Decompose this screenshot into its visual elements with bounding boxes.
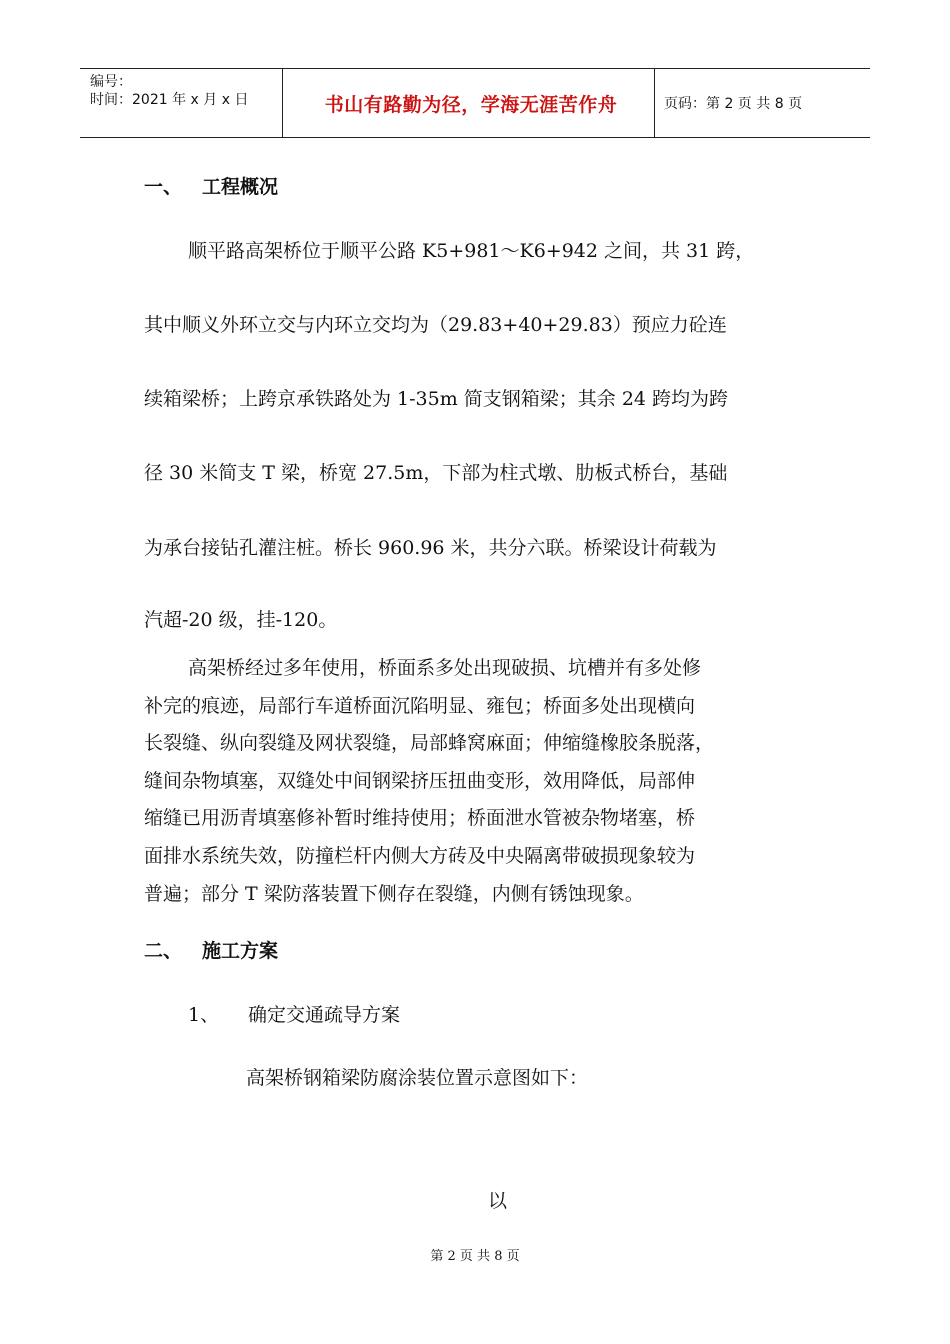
paragraph-line: 汽超-20 级，挂-120。: [144, 609, 338, 631]
document-number: 编号：: [90, 74, 132, 90]
paragraph-line: 普遍；部分 T 梁防落装置下侧存在裂缝，内侧有锈蚀现象。: [144, 882, 644, 905]
paragraph: [144, 650, 834, 913]
list-item-number: 1、: [188, 1004, 220, 1026]
header-divider: [654, 69, 655, 137]
page-header: [80, 68, 870, 138]
header-meta: [90, 73, 248, 109]
paragraph-line: 补完的痕迹，局部行车道桥面沉陷明显、雍包；桥面多处出现横向: [144, 694, 696, 717]
paragraph-line: 径 30 米简支 T 梁，桥宽 27.5m，下部为柱式墩、肋板式桥台，基础: [144, 462, 728, 484]
list-item: [188, 1000, 400, 1027]
header-divider: [282, 69, 283, 137]
header-page-info: 页码：第 2 页 共 8 页: [664, 96, 803, 112]
paragraph-line: 面排水系统失效，防撞栏杆内侧大方砖及中央隔离带破损现象较为: [144, 844, 696, 867]
paragraph-line: 高架桥经过多年使用，桥面系多处出现破损、坑槽并有多处修: [188, 657, 702, 679]
paragraph-line: 续箱梁桥；上跨京承铁路处为 1-35m 简支钢箱梁；其余 24 跨均为跨: [144, 388, 729, 410]
section-number: 一、: [144, 176, 183, 198]
page-footer: 第 2 页 共 8 页: [430, 1249, 520, 1264]
section-heading: [144, 172, 278, 199]
document-time: 时间：2021 年 x 月 x 日: [90, 92, 249, 108]
section-heading: [144, 936, 278, 963]
paragraph-line: 缩缝已用沥青填塞修补暂时维持使用；桥面泄水管被杂物堵塞，桥: [144, 807, 696, 830]
paragraph-line: 为承台接钻孔灌注桩。桥长 960.96 米，共分六联。桥梁设计荷载为: [144, 537, 717, 559]
paragraph-line: 顺平路高架桥位于顺平公路 K5+981～K6+942 之间，共 31 跨，: [188, 240, 755, 262]
list-item-text: 确定交通疏导方案: [248, 1004, 401, 1026]
section-number: 二、: [144, 940, 183, 962]
paragraph-line: 其中顺义外环立交与内环立交均为（29.83+40+29.83）预应力砼连: [144, 314, 727, 336]
header-motto: 书山有路勤为径，学海无涯苦作舟: [324, 93, 618, 116]
section-title: 施工方案: [202, 940, 279, 962]
section-title: 工程概况: [202, 176, 279, 198]
diagram-intro: 高架桥钢箱梁防腐涂装位置示意图如下：: [246, 1067, 589, 1089]
paragraph-line: 缝间杂物填塞，双缝处中间钢梁挤压扭曲变形，效用降低，局部伸: [144, 769, 696, 792]
stray-text: 以: [488, 1190, 508, 1212]
paragraph-line: 长裂缝、纵向裂缝及网状裂缝，局部蜂窝麻面；伸缩缝橡胶条脱落，: [144, 732, 715, 755]
